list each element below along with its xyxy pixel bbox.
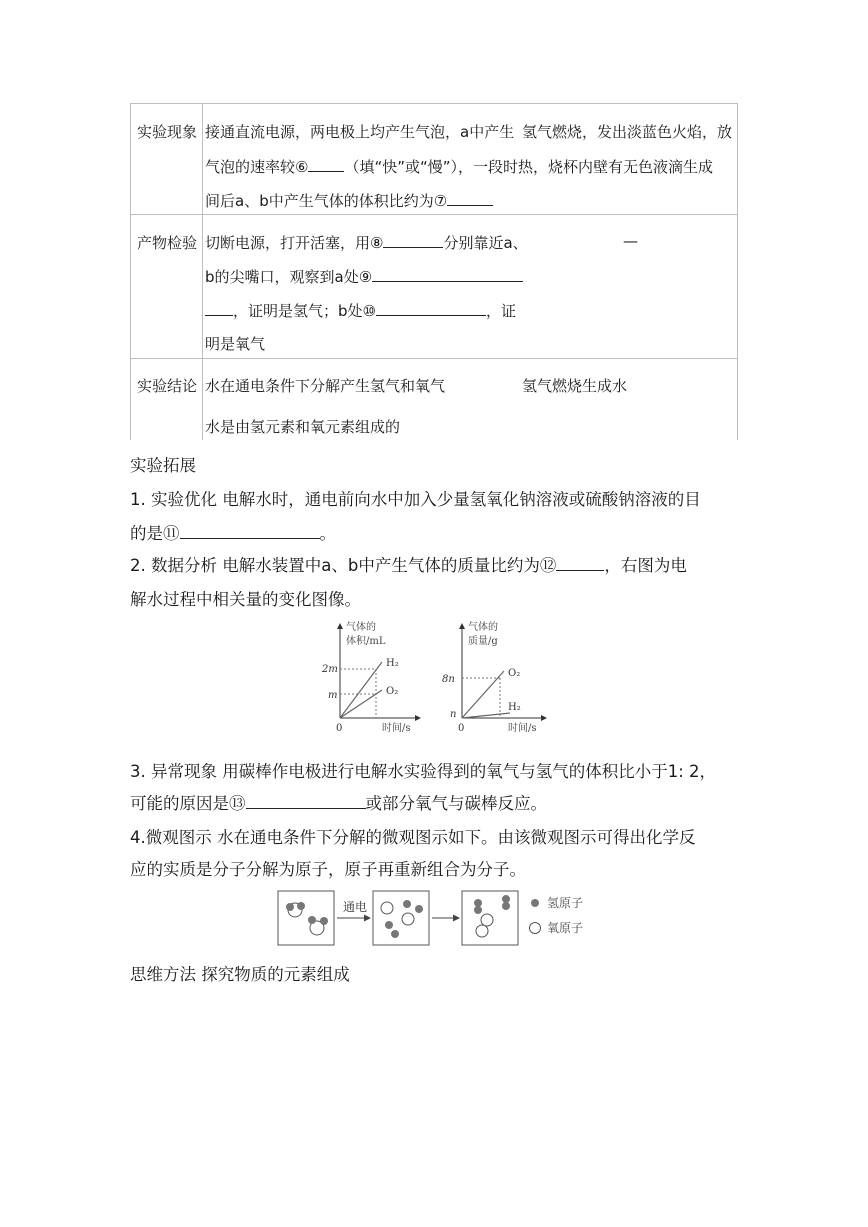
item-2-line-2: 解水过程中相关量的变化图像。 [130, 590, 361, 609]
hydrogen-atom [502, 902, 510, 910]
legend-hydrogen-label: 氢原子 [547, 896, 584, 910]
blank-13[interactable] [246, 794, 366, 809]
micro-diagram [275, 885, 605, 950]
hydrogen-atom [474, 906, 482, 914]
origin: 0 [336, 723, 343, 734]
item-2-line-1-tail: ，右图为电 [604, 556, 687, 575]
ylabel-line-1: 气体的 [346, 622, 376, 633]
xlabel: 时间/s [508, 723, 537, 734]
phenomenon-line-3 [205, 190, 493, 211]
item-1-line-1: 1. 实验优化 电解水时，通电前向水中加入少量氢氧化钠溶液或硫酸钠溶液的目 [130, 490, 701, 509]
table-right-border [737, 103, 738, 440]
ylabel-line-2: 体积/mL [346, 636, 386, 647]
hydrogen-atom [502, 895, 510, 903]
table-row-divider [130, 214, 738, 215]
conclusion-composition: 水是由氢元素和氧元素组成的 [205, 418, 401, 436]
phenomenon-line-2-tail: （填“快”或“慢”），一段时热，烧杯内壁有无色液滴生成 [344, 158, 714, 176]
tick-2m: 2m [322, 664, 338, 675]
product-test-line-2 [205, 266, 523, 287]
item-2-line-1 [130, 552, 687, 576]
oxygen-atom [381, 902, 393, 914]
blank-12[interactable] [556, 556, 604, 571]
o2-label: O₂ [508, 668, 521, 679]
table-row-divider [130, 358, 738, 359]
blank-12-label: 2. 数据分析 电解水装置中a、b中产生气体的质量比约为⑫ [130, 556, 557, 575]
h2-mass-line [462, 713, 510, 718]
hydrogen-atom [286, 903, 294, 911]
legend-oxygen-icon [530, 923, 541, 934]
table-left-border [130, 103, 131, 440]
product-test-dash: — [623, 232, 638, 250]
row-header-phenomenon: 实验现象 [137, 123, 198, 141]
phenomenon-line-1: 接通直流电源，两电极上均产生气泡，a中产生 [205, 123, 515, 141]
item-3-line-1: 3. 异常现象 用碳棒作电极进行电解水实验得到的氧气与氢气的体积比小于1: 2， [130, 762, 717, 781]
tick-n: n [450, 709, 457, 720]
h2-label: H₂ [386, 658, 399, 669]
blank-9-label: b的尖嘴口，观察到a处⑨ [205, 268, 373, 286]
item-1-line-2 [130, 520, 336, 544]
section-title-extension: 实验拓展 [130, 456, 196, 475]
blank-9[interactable] [372, 267, 523, 282]
table-top-border [130, 103, 738, 104]
mass-time-graph [442, 620, 546, 734]
thinking-method: 思维方法 探究物质的元素组成 [130, 965, 350, 984]
origin: 0 [458, 723, 465, 734]
blank-13-label: 可能的原因是⑬ [130, 794, 246, 813]
tick-m: m [328, 690, 338, 701]
hydrogen-atom [385, 921, 393, 929]
middle-box [373, 891, 429, 945]
row-header-product-test: 产物检验 [137, 234, 198, 252]
legend-oxygen-label: 氧原子 [547, 921, 584, 935]
item-1-period: 。 [319, 524, 336, 543]
xlabel: 时间/s [382, 723, 411, 734]
hydrogen-atom [403, 900, 411, 908]
phenomenon-line-2 [205, 156, 713, 177]
item-4-line-2: 应的实质是分子分解为原子，原子再重新组合为分子。 [130, 860, 526, 879]
blank-10-label: ，证明是氢气；b处⑩ [233, 302, 376, 320]
legend-hydrogen-icon [531, 899, 539, 907]
product-test-line-1-tail: 分别靠近a、 [443, 234, 528, 252]
blank-7-label: 间后a、b中产生气体的体积比约为⑦ [205, 192, 448, 210]
hydrogen-atom [415, 905, 423, 913]
product-test-line-4: 明是氧气 [205, 335, 266, 353]
blank-11-label: 的是⑪ [130, 524, 180, 543]
o2-label: O₂ [386, 686, 399, 697]
arrow-label-electrify: 通电 [343, 900, 368, 914]
blank-7[interactable] [447, 191, 493, 206]
blank-6-label: 气泡的速率较⑥ [205, 158, 309, 176]
hydrogen-atom [391, 930, 399, 938]
h2-label: H₂ [508, 702, 521, 713]
ylabel-line-1: 气体的 [468, 622, 498, 633]
hydrogen-atom [308, 916, 316, 924]
oxygen-atom [476, 925, 488, 937]
item-3-line-2 [130, 790, 547, 814]
oxygen-atom [481, 914, 493, 926]
table-column-divider [202, 103, 203, 440]
conclusion-electrolysis: 水在通电条件下分解产生氢气和氧气 [205, 377, 446, 395]
combustion-phenomenon: 氢气燃烧，发出淡蓝色火焰，放 [522, 123, 733, 141]
volume-time-graph [321, 620, 420, 734]
hydrogen-atom [320, 917, 328, 925]
blank-9-continued[interactable] [205, 301, 233, 316]
blank-10[interactable] [376, 301, 486, 316]
product-test-line-1 [205, 232, 528, 253]
tick-8n: 8n [442, 674, 455, 685]
item-3-line-2-tail: 或部分氧气与碳棒反应。 [365, 794, 547, 813]
blank-6[interactable] [308, 157, 344, 172]
conclusion-combustion: 氢气燃烧生成水 [522, 377, 628, 395]
hydrogen-atom [474, 899, 482, 907]
blank-11[interactable] [180, 524, 320, 539]
product-test-line-3 [205, 300, 516, 321]
blank-8[interactable] [383, 233, 443, 248]
blank-8-label: 切断电源，打开活塞，用⑧ [205, 234, 384, 252]
hydrogen-atom [297, 902, 305, 910]
item-4-line-1: 4.微观图示 水在通电条件下分解的微观图示如下。由该微观图示可得出化学反 [130, 828, 696, 847]
product-test-line-3-tail: ，证 [485, 302, 516, 320]
ylabel-line-2: 质量/g [468, 636, 498, 647]
electrolysis-graphs [320, 618, 560, 738]
row-header-conclusion: 实验结论 [137, 377, 198, 395]
oxygen-atom [402, 913, 414, 925]
